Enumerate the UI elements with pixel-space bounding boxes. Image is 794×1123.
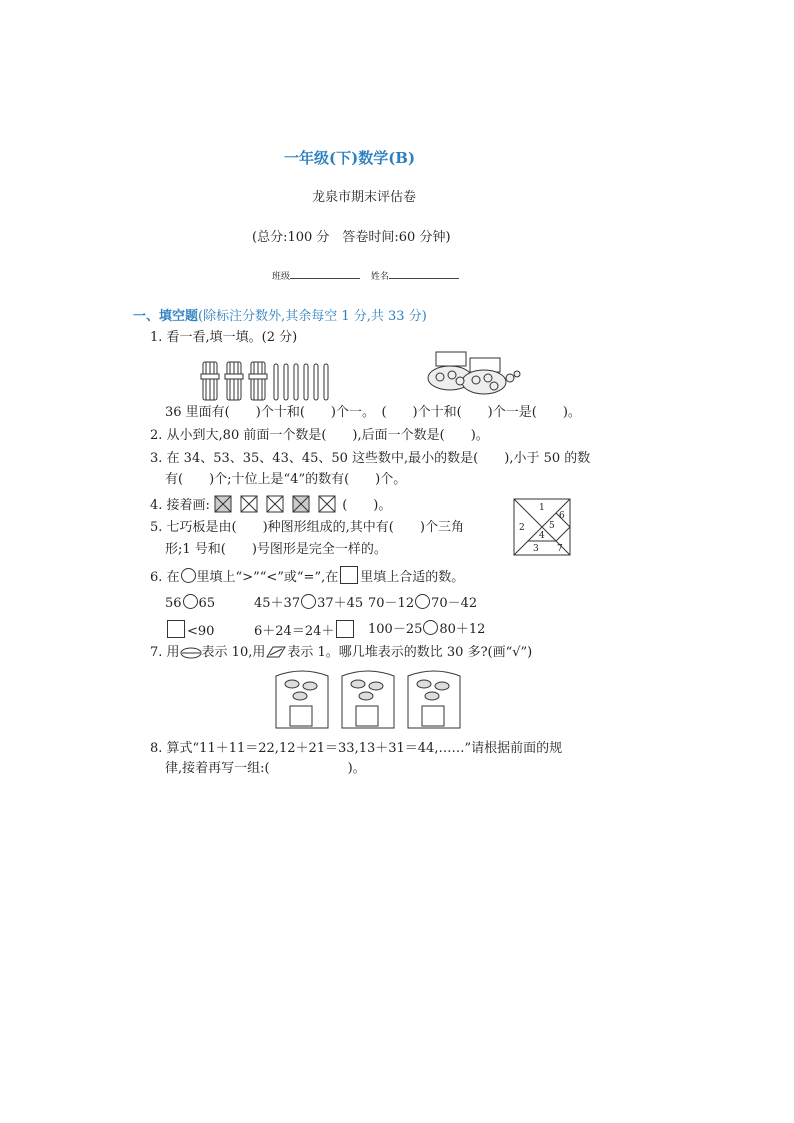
crossed-box-shaded (215, 496, 231, 512)
leaf-piles-figure (272, 666, 472, 732)
exam-meta: (总分:100 分 答卷时间:60 分钟) (252, 230, 451, 245)
check-box[interactable] (356, 706, 378, 726)
answer-circle[interactable] (301, 594, 316, 609)
question-6-title (150, 566, 464, 586)
question-2-text: 2. 从小到大,80 前面一个数是( ),后面一个数是( )。 (150, 428, 489, 443)
question-5-line1: 5. 七巧板是由( )种图形组成的,其中有( )个三角 (150, 520, 464, 535)
q6-item-6: 100－25 80＋12 (368, 622, 486, 637)
tangram-label: 3 (533, 544, 539, 554)
small-leaf-icon (265, 645, 287, 659)
page-subtitle: 龙泉市期末评估卷 (312, 190, 417, 205)
leaf-pile (408, 671, 460, 728)
tangram-label: 1 (539, 503, 545, 513)
stick-bundles-figure (200, 358, 340, 402)
question-3-line1: 3. 在 34、53、35、43、45、50 这些数中,最小的数是( ),小于 50 的数 (150, 451, 591, 466)
leaf-pile (276, 671, 328, 728)
question-6-mid1: 里填上“>”“<”或“=”,在 (196, 570, 339, 585)
answer-box[interactable] (167, 620, 185, 638)
question-7-p1: 7. 用 (150, 645, 180, 660)
page-title: 一年级(下)数学(B) (284, 149, 416, 167)
tangram-figure (513, 498, 571, 556)
tangram-label: 4 (539, 531, 545, 541)
section-note: (除标注分数外,其余每空 1 分,共 33 分) (198, 309, 427, 324)
answer-circle[interactable] (423, 620, 438, 635)
question-8-line2: 律,接着再写一组:( )。 (165, 761, 366, 776)
name-field[interactable] (389, 268, 459, 279)
q6-item-3: 70－12 70－42 (368, 596, 478, 611)
section-title: 一、填空题 (133, 309, 199, 324)
large-leaf-icon (180, 645, 202, 659)
student-info (272, 268, 467, 285)
question-1-text: 36 里面有( )个十和( )个一。 ( )个十和( )个一是( )。 (165, 405, 581, 420)
question-1-title: 1. 看一看,填一填。(2 分) (150, 330, 298, 345)
single-stick (294, 364, 298, 400)
answer-circle[interactable] (183, 594, 198, 609)
q6-item-5: 6＋24＝24＋ (254, 620, 356, 640)
question-4-suffix: ( )。 (342, 498, 392, 513)
q6-item-4: <90 (165, 620, 214, 640)
question-4-prefix: 4. 接着画: (150, 498, 210, 513)
check-box[interactable] (290, 706, 312, 726)
square-blank-icon (340, 566, 358, 584)
class-field[interactable] (290, 268, 360, 279)
pattern-sequence (214, 495, 338, 513)
single-stick (314, 364, 318, 400)
name-label: 姓名 (370, 272, 389, 282)
leaf-pile (342, 671, 394, 728)
single-stick (274, 364, 278, 400)
bundle-tag (436, 352, 466, 366)
question-4 (150, 495, 391, 514)
q6-item-1: 56 65 (165, 596, 216, 611)
crossed-box (319, 496, 335, 512)
circle-blank-icon (181, 568, 196, 583)
tangram-label: 5 (549, 521, 555, 531)
question-6-mid2: 里填上合适的数。 (360, 570, 465, 585)
question-7-text (150, 645, 532, 661)
class-label: 班级 (272, 272, 291, 282)
crossed-box-shaded (293, 496, 309, 512)
q6-item-2: 45＋37 37＋45 (254, 596, 364, 611)
question-7-p3: 表示 1。哪几堆表示的数比 30 多?(画“√”) (287, 645, 533, 660)
check-box[interactable] (422, 706, 444, 726)
single-stick (304, 364, 308, 400)
question-6-prefix: 6. 在 (150, 570, 180, 585)
crossed-box (267, 496, 283, 512)
answer-circle[interactable] (415, 594, 430, 609)
tangram-label: 2 (519, 523, 525, 533)
question-8-line1: 8. 算式“11＋11＝22,12＋21＝33,13＋31＝44,……”请根据前面的规 (150, 741, 563, 756)
question-5-line2: 形;1 号和( )号图形是完全一样的。 (165, 542, 387, 557)
single-stick (284, 364, 288, 400)
bundle-of-ten (201, 362, 219, 400)
bundle-of-ten (249, 362, 267, 400)
section-heading (133, 309, 427, 325)
crossed-box (241, 496, 257, 512)
single-stick (324, 364, 328, 400)
tangram-label: 6 (559, 511, 565, 521)
grouped-objects-figure (422, 350, 522, 396)
tangram-label: 7 (557, 544, 563, 554)
question-7-p2: 表示 10,用 (201, 645, 266, 660)
question-3-line2: 有( )个;十位上是“4”的数有( )个。 (165, 472, 407, 487)
bundle-of-ten (225, 362, 243, 400)
answer-box[interactable] (336, 620, 354, 638)
